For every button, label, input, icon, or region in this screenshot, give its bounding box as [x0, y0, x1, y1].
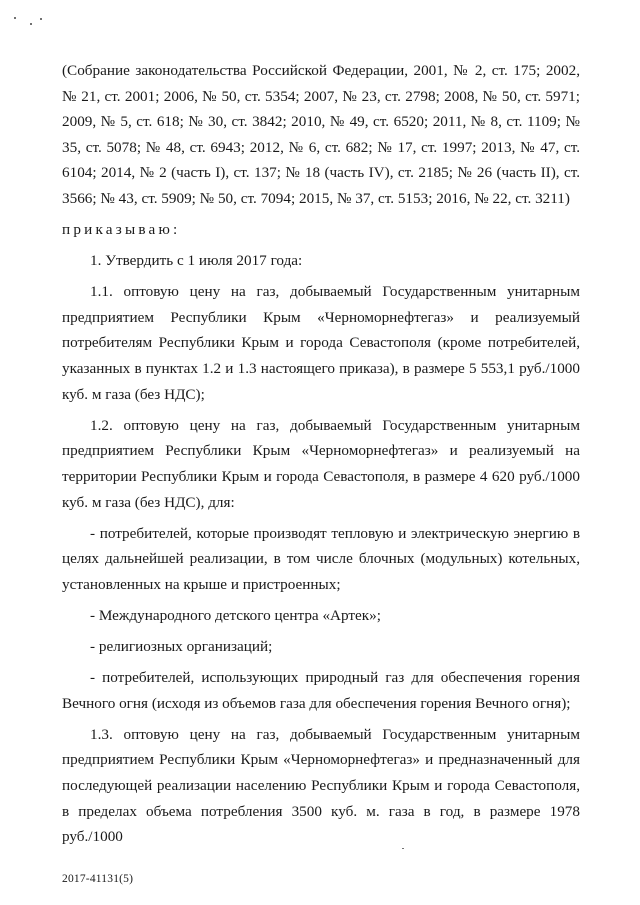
scan-speck: [30, 23, 32, 25]
clause-1-2: 1.2. оптовую цену на газ, добываемый Государственным унитарным предприятием Республики Крым «Черноморнефтегаз» и реализуемый на территории Республики Крым и города Севастополя, в размере 4 620 руб./1000 куб. м газа (без НДС), для:: [62, 416, 580, 511]
document-code: 2017-41131(5): [62, 873, 134, 885]
list-item: - Международного детского центра «Артек»;: [90, 606, 381, 624]
clause-1: 1. Утвердить с 1 июля 2017 года:: [90, 252, 303, 270]
document-body: [62, 58, 580, 850]
order-verb: приказываю:: [62, 221, 181, 239]
clause-1-1: 1.1. оптовую цену на газ, добываемый Государственным унитарным предприятием Республики Крым «Черноморнефтегаз» и реализуемый потребителям Республики Крым и города Севастополя (кроме потребителей, указанных в пунктах 1.2 и 1.3 настоящего приказа), в размере 5 553,1 руб./1000 куб. м газа (без НДС);: [62, 283, 580, 403]
scan-speck: [14, 17, 16, 19]
clause-1-3: 1.3. оптовую цену на газ, добываемый Государственным унитарным предприятием Республики Крым «Черноморнефтегаз» и предназначенный для последующей реализации населению Республики Крым и города Севастополя, в пределах объема потребления 3500 куб. м. газа в год, в размере 1978 руб./1000: [62, 725, 580, 846]
list-item: - религиозных организаций;: [90, 637, 273, 655]
scan-speck: [40, 18, 42, 20]
legislation-reference: (Собрание законодательства Российской Федерации, 2001, № 2, ст. 175; 2002, № 21, ст. 2001; 2006, № 50, ст. 5354; 2007, № 23, ст. 2798; 2008, № 50, ст. 5971; 2009, № 5, ст. 618; № 30, ст. 3842; 2010, № 49, ст. 6520; 2011, № 8, ст. 1109; № 35, ст. 5078; № 48, ст. 6943; 2012, № 6, ст. 682; № 17, ст. 1997; 2013, № 47, ст. 6104; 2014, № 2 (часть I), ст. 137; № 18 (часть IV), ст. 2185; № 26 (часть II), ст. 3566; № 43, ст. 5909; № 50, ст. 7094; 2015, № 37, ст. 5153; 2016, № 22, ст. 3211): [62, 62, 580, 207]
list-item: - потребителей, использующих природный газ для обеспечения горения Вечного огня (исходя из объемов газа для обеспечения горения Вечного огня);: [62, 669, 580, 712]
list-item: - потребителей, которые производят тепловую и электрическую энергию в целях дальнейшей реализации, в том числе блочных (модульных) котельных, установленных на крыше и пристроенных;: [62, 524, 580, 593]
